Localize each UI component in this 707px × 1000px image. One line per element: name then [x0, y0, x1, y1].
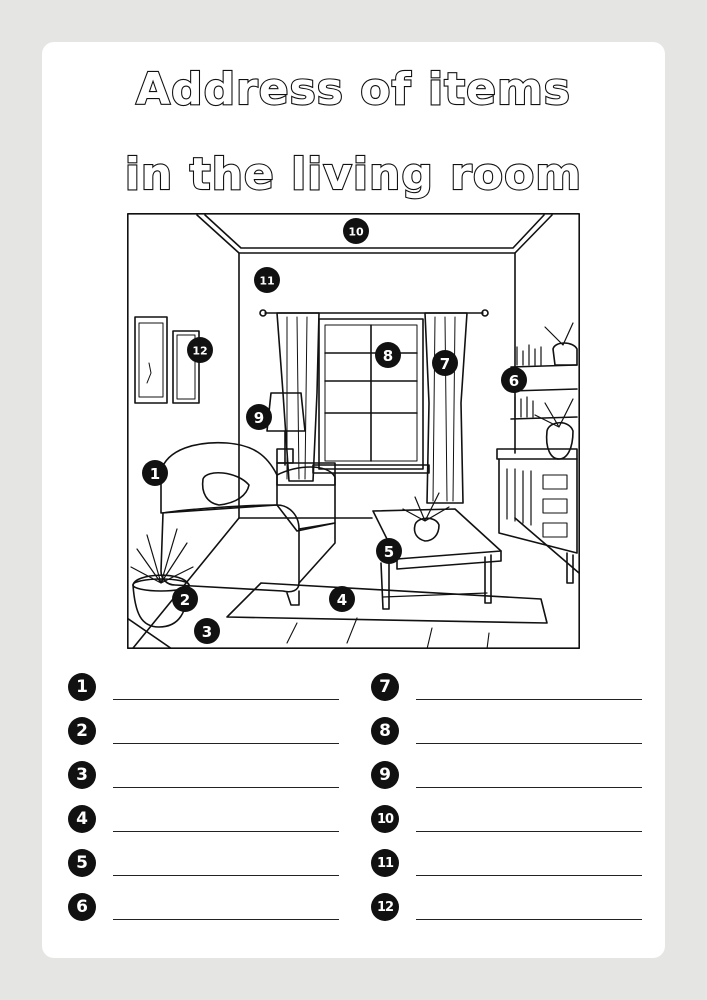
answer-number-8: 8	[371, 717, 399, 745]
answer-number-7: 7	[371, 673, 399, 701]
answer-number-3: 3	[68, 761, 96, 789]
answer-number-6: 6	[68, 893, 96, 921]
answer-row-12	[371, 893, 643, 923]
svg-text:5: 5	[383, 543, 395, 561]
svg-text:6: 6	[508, 372, 520, 390]
title-line-2: in the living room	[124, 149, 583, 200]
answer-blank-5[interactable]	[113, 875, 339, 876]
scene-marker-10	[343, 218, 369, 244]
svg-text:9: 9	[253, 409, 265, 427]
answer-row-8	[371, 717, 643, 747]
room-walls	[127, 215, 579, 649]
answer-row-11	[371, 849, 643, 879]
answer-number-2: 2	[68, 717, 96, 745]
svg-text:3: 3	[201, 623, 213, 641]
answer-row-7	[371, 673, 643, 703]
scene-marker-12	[187, 337, 213, 363]
answer-blank-8[interactable]	[416, 743, 642, 744]
window	[313, 319, 429, 473]
scene-marker-7	[432, 350, 458, 376]
title-line-1: Address of items	[136, 64, 571, 115]
svg-text:7: 7	[439, 355, 451, 373]
svg-text:11: 11	[259, 274, 275, 288]
answer-number-5: 5	[68, 849, 96, 877]
svg-text:8: 8	[382, 347, 394, 365]
scene-marker-11	[254, 267, 280, 293]
shelf-plants	[535, 323, 577, 459]
answer-blank-3[interactable]	[113, 787, 339, 788]
answer-number-10: 10	[371, 805, 399, 833]
rug	[227, 583, 547, 623]
answer-blank-2[interactable]	[113, 743, 339, 744]
scene-marker-1	[142, 460, 168, 486]
answer-blank-9[interactable]	[416, 787, 642, 788]
curtains	[260, 310, 488, 503]
table-plant	[403, 493, 449, 541]
answer-blank-7[interactable]	[416, 699, 642, 700]
answer-blank-10[interactable]	[416, 831, 642, 832]
scene-marker-3	[194, 618, 220, 644]
living-room-illustration	[127, 213, 580, 649]
answer-number-4: 4	[68, 805, 96, 833]
scene-marker-2	[172, 586, 198, 612]
svg-text:4: 4	[336, 591, 348, 609]
answer-row-5	[68, 849, 340, 879]
svg-text:10: 10	[348, 225, 364, 239]
answer-number-12: 12	[371, 893, 399, 921]
answer-blank-12[interactable]	[416, 919, 642, 920]
scene-marker-4	[329, 586, 355, 612]
answer-row-3	[68, 761, 340, 791]
answer-blank-1[interactable]	[113, 699, 339, 700]
answer-row-1	[68, 673, 340, 703]
scene-marker-9	[246, 404, 272, 430]
picture-frame	[128, 214, 579, 648]
answer-number-9: 9	[371, 761, 399, 789]
scene-marker-6	[501, 367, 527, 393]
svg-text:1: 1	[149, 465, 161, 483]
answer-row-2	[68, 717, 340, 747]
answer-number-1: 1	[68, 673, 96, 701]
answer-row-10	[371, 805, 643, 835]
svg-text:2: 2	[179, 591, 191, 609]
answer-row-4	[68, 805, 340, 835]
answer-blank-4[interactable]	[113, 831, 339, 832]
answer-blank-6[interactable]	[113, 919, 339, 920]
answer-row-6	[68, 893, 340, 923]
answer-number-11: 11	[371, 849, 399, 877]
scene-marker-5	[376, 538, 402, 564]
scene-marker-8	[375, 342, 401, 368]
wall-pictures	[135, 317, 199, 403]
svg-text:12: 12	[192, 344, 208, 358]
answer-blank-11[interactable]	[416, 875, 642, 876]
answer-row-9	[371, 761, 643, 791]
